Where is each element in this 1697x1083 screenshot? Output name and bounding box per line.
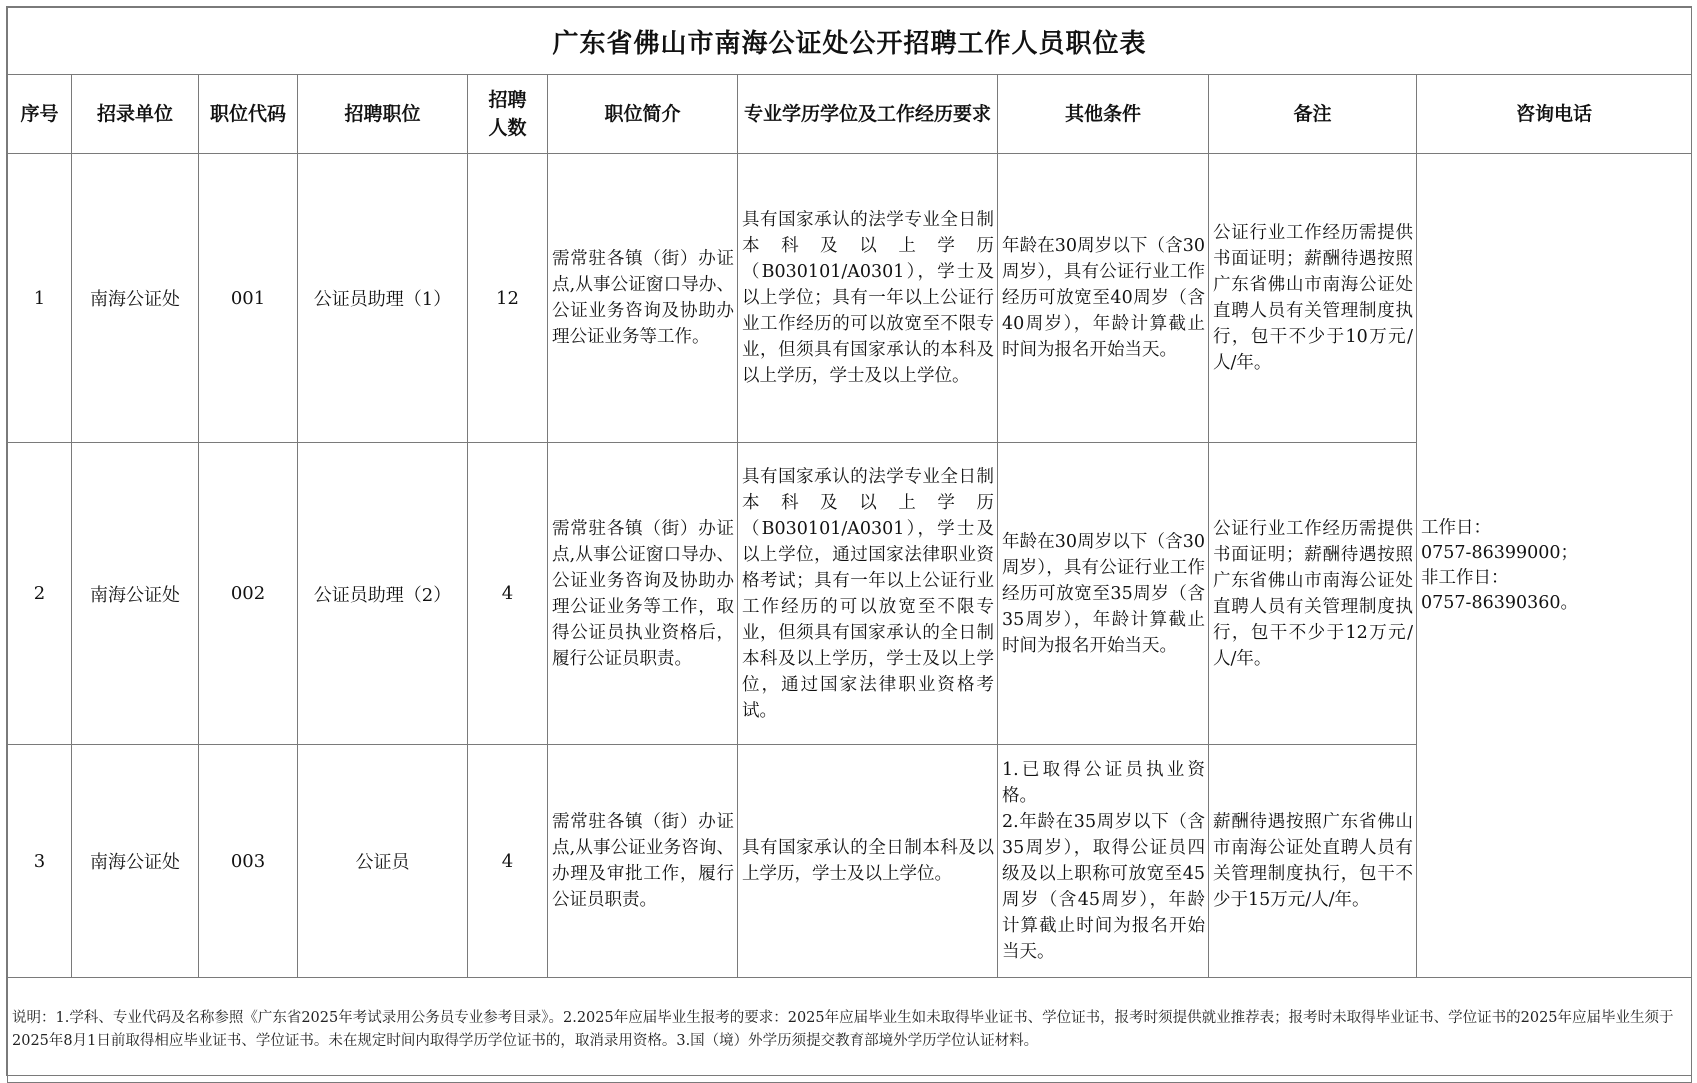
header-row: [8, 75, 1692, 154]
header-position: 招聘职位: [298, 75, 468, 154]
header-seq: 序号: [8, 75, 72, 154]
row-position: 公证员助理（1）: [298, 154, 468, 443]
row-other: 年龄在30周岁以下（含30周岁），具有公证行业工作经历可放宽至40周岁（含40周岁），年龄计算截止时间为报名开始当天。: [998, 154, 1209, 443]
row-unit: 南海公证处: [72, 154, 199, 443]
header-requirements: 专业学历学位及工作经历要求: [738, 75, 998, 154]
row-code: 002: [199, 443, 298, 745]
phone-nonworkday-label: 非工作日：: [1421, 567, 1509, 588]
row-intro: 需常驻各镇（街）办证点,从事公证业务咨询、办理及审批工作，履行公证员职责。: [548, 745, 738, 978]
row-code: 003: [199, 745, 298, 978]
table-row: [8, 154, 1692, 443]
recruitment-table-sheet: [6, 6, 1692, 1076]
header-other: 其他条件: [998, 75, 1209, 154]
row-intro: 需常驻各镇（街）办证点,从事公证窗口导办、公证业务咨询及协助办理公证业务等工作。: [548, 154, 738, 443]
row-seq: 2: [8, 443, 72, 745]
row-other: [998, 745, 1209, 978]
row-seq: 3: [8, 745, 72, 978]
row-count: 12: [468, 154, 548, 443]
table-note: 说明：1.学科、专业代码及名称参照《广东省2025年考试录用公务员专业参考目录》。2.2025年应届毕业生报考的要求：2025年应届毕业生如未取得毕业证书、学位证书，报考时须提供就业推荐表；报考时未取得毕业证书、学位证书的2025年应届毕业生须于2025年8月1日前取得相应毕业证书、学位证书。未在规定时间内取得学历学位证书的，取消录用资格。3.国（境）外学历须提交教育部境外学历学位认证材料。: [8, 978, 1692, 1083]
header-unit: 招录单位: [72, 75, 199, 154]
row-requirements: 具有国家承认的全日制本科及以上学历，学士及以上学位。: [738, 745, 998, 978]
row-intro: 需常驻各镇（街）办证点,从事公证窗口导办、公证业务咨询及协助办理公证业务等工作，取得公证员执业资格后，履行公证员职责。: [548, 443, 738, 745]
row-count: 4: [468, 745, 548, 978]
row-requirements: 具有国家承认的法学专业全日制本科及以上学历（B030101/A0301），学士及以上学位，通过国家法律职业资格考试；具有一年以上公证行业工作经历的可以放宽至不限专业，但须具有国家承认的全日制本科及以上学历，学士及以上学位，通过国家法律职业资格考试。: [738, 443, 998, 745]
row-remarks: 公证行业工作经历需提供书面证明；薪酬待遇按照广东省佛山市南海公证处直聘人员有关管理制度执行，包干不少于10万元/人/年。: [1209, 154, 1417, 443]
header-phone: 咨询电话: [1417, 75, 1692, 154]
condition-item-1: 1.已取得公证员执业资格。: [1002, 760, 1205, 806]
row-remarks: 公证行业工作经历需提供书面证明；薪酬待遇按照广东省佛山市南海公证处直聘人员有关管理制度执行，包干不少于12万元/人/年。: [1209, 443, 1417, 745]
recruitment-table: [7, 7, 1692, 1083]
row-count: 4: [468, 443, 548, 745]
row-seq: 1: [8, 154, 72, 443]
table-title: 广东省佛山市南海公证处公开招聘工作人员职位表: [8, 8, 1692, 75]
row-requirements: 具有国家承认的法学专业全日制本科及以上学历（B030101/A0301），学士及以上学位；具有一年以上公证行业工作经历的可以放宽至不限专业，但须具有国家承认的本科及以上学历，学士及以上学位。: [738, 154, 998, 443]
phone-cell: [1417, 154, 1692, 978]
row-position: 公证员助理（2）: [298, 443, 468, 745]
header-remarks: 备注: [1209, 75, 1417, 154]
row-position: 公证员: [298, 745, 468, 978]
condition-item-2: 2.年龄在35周岁以下（含35周岁），取得公证员四级及以上职称可放宽至45周岁（含45周岁），年龄计算截止时间为报名开始当天。: [1002, 812, 1205, 962]
note-row: [8, 978, 1692, 1083]
header-intro: 职位简介: [548, 75, 738, 154]
phone-nonworkday-number: 0757-86390360。: [1421, 592, 1579, 613]
row-unit: 南海公证处: [72, 745, 199, 978]
phone-workday-number: 0757-86399000；: [1421, 542, 1579, 563]
row-other: 年龄在30周岁以下（含30周岁），具有公证行业工作经历可放宽至35周岁（含35周岁），年龄计算截止时间为报名开始当天。: [998, 443, 1209, 745]
header-code: 职位代码: [199, 75, 298, 154]
row-code: 001: [199, 154, 298, 443]
row-unit: 南海公证处: [72, 443, 199, 745]
row-remarks: 薪酬待遇按照广东省佛山市南海公证处直聘人员有关管理制度执行，包干不少于15万元/人/年。: [1209, 745, 1417, 978]
phone-workday-label: 工作日：: [1421, 517, 1491, 538]
header-count: 招聘人数: [468, 75, 548, 154]
